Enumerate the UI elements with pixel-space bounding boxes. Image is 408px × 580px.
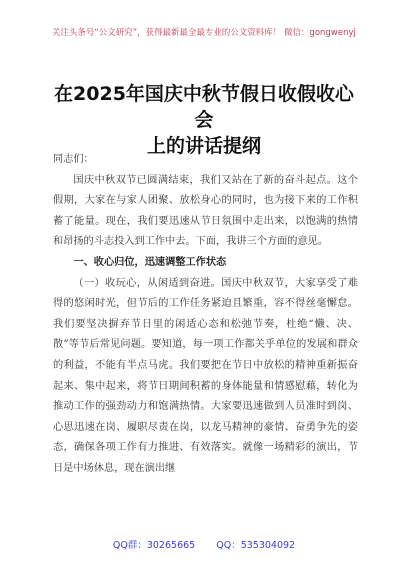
document-body (53, 150, 358, 480)
footer-contact (0, 537, 408, 551)
body-paragraph: （一）收玩心，从闲适到奋进。国庆中秋双节，大家享受了难得的悠闲时光，但节后的工作任务紧迫且繁重，容不得丝毫懈怠。我们要坚决摒弃节日里的闲适心态和松弛节奏，杜绝“懒、决、散”等节后常见问题。要知道，每一项工作都关乎单位的发展和群众的利益，不能有半点马虎。我们要把在节日中放松的精神重新振奋起来、集中起来，将节日期间积蓄的身体能量和情感慰藉，转化为推动工作的强劲动力和饱满热情。大家要迅速做到人员准时到岗、心思迅速在岗、履职尽责在岗，以龙马精神的豪情、奋勇争先的姿态，确保各项工作有力推进、有效落实。就像一场精彩的演出，节日是中场休息，现在演出继 (53, 277, 358, 474)
document-title (50, 81, 358, 159)
salutation: 同志们： (53, 154, 94, 165)
footer-qq-group: QQ群：30265665 (112, 540, 196, 551)
intro-paragraph: 国庆中秋双节已圆满结束，我们又站在了新的奋斗起点。这个假期，大家在与家人团聚、放松身心的同时，也为接下来的工作积蓄了能量。现在，我们要迅速从节日氛围中走出来，以饱满的热情和昂扬的斗志投入到工作中去。下面，我讲三个方面的意见。 (53, 174, 358, 248)
title-line-1: 在2025年国庆中秋节假日收假收心会 (54, 83, 354, 131)
footer-qq: QQ：535304092 (216, 540, 296, 551)
section-heading: 一、收心归位，迅速调整工作状态 (73, 256, 227, 268)
title-line-2: 上的讲话提纲 (146, 135, 261, 157)
header-notice: 关注头条号“公文研究”，获得最新最全最专业的公文资料库！ 微信：gongwenyj (52, 27, 356, 37)
